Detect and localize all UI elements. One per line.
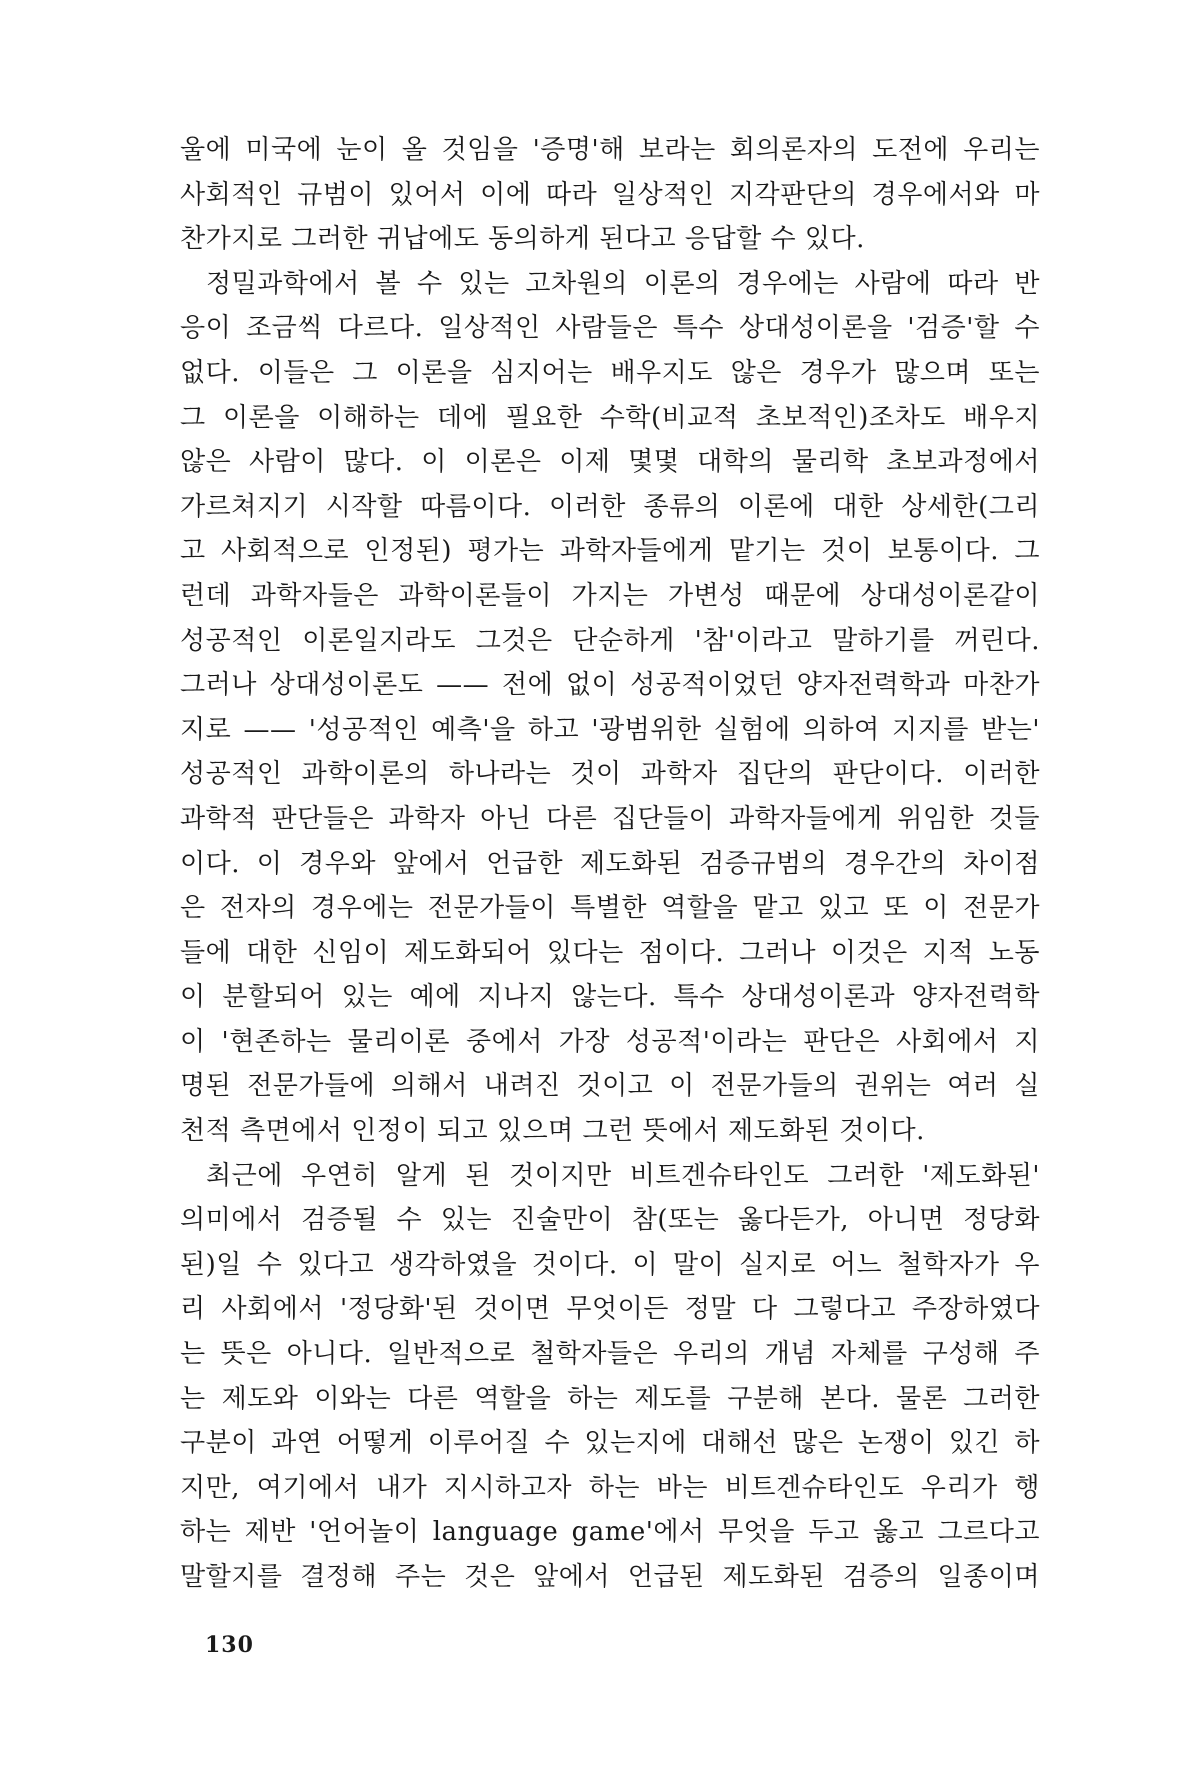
text-line: 찬가지로 그러한 귀납에도 동의하게 된다고 응답할 수 있다. — [180, 224, 865, 255]
text-line: 고 사회적으로 인정된) 평가는 과학자들에게 맡기는 것이 보통이다. 그 — [180, 536, 1040, 567]
text-line: 최근에 우연히 알게 된 것이지만 비트겐슈타인도 그러한 '제도화된' — [206, 1160, 1040, 1191]
text-line: 이다. 이 경우와 앞에서 언급한 제도화된 검증규범의 경우간의 차이점 — [180, 848, 1040, 879]
text-line: 은 전자의 경우에는 전문가들이 특별한 역할을 맡고 있고 또 이 전문가 — [180, 893, 1040, 924]
text-line: 지로 —— '성공적인 예측'을 하고 '광범위한 실험에 의하여 지지를 받는' — [180, 714, 1040, 745]
text-line: 의미에서 검증될 수 있는 진술만이 참(또는 옳다든가, 아니면 정당화 — [180, 1205, 1040, 1236]
text-line: 는 제도와 이와는 다른 역할을 하는 제도를 구분해 본다. 물론 그러한 — [180, 1383, 1040, 1414]
text-line: 정밀과학에서 볼 수 있는 고차원의 이론의 경우에는 사람에 따라 반 — [206, 268, 1040, 299]
text-line: 성공적인 이론일지라도 그것은 단순하게 '참'이라고 말하기를 꺼린다. — [180, 625, 1040, 656]
text-line: 울에 미국에 눈이 올 것임을 '증명'해 보라는 회의론자의 도전에 우리는 — [180, 135, 1040, 165]
text-line: 과학적 판단들은 과학자 아닌 다른 집단들이 과학자들에게 위임한 것들 — [180, 803, 1040, 834]
text-line: 않은 사람이 많다. 이 이론은 이제 몇몇 대학의 물리학 초보과정에서 — [180, 447, 1040, 478]
text-line: 천적 측면에서 인정이 되고 있으며 그런 뜻에서 제도화된 것이다. — [180, 1116, 925, 1147]
body-text — [180, 128, 1040, 1600]
text-line: 는 뜻은 아니다. 일반적으로 철학자들은 우리의 개념 자체를 구성해 주 — [180, 1339, 1040, 1370]
text-line: 없다. 이들은 그 이론을 심지어는 배우지도 않은 경우가 많으며 또는 — [180, 357, 1040, 388]
text-line: 지만, 여기에서 내가 지시하고자 하는 바는 비트겐슈타인도 우리가 행 — [180, 1472, 1040, 1503]
text-line: 된)일 수 있다고 생각하였을 것이다. 이 말이 실지로 어느 철학자가 우 — [180, 1249, 1040, 1280]
text-line: 사회적인 규범이 있어서 이에 따라 일상적인 지각판단의 경우에서와 마 — [180, 179, 1040, 210]
text-line: 이 분할되어 있는 예에 지나지 않는다. 특수 상대성이론과 양자전력학 — [180, 982, 1040, 1013]
text-line: 그러나 상대성이론도 —— 전에 없이 성공적이었던 양자전력학과 마찬가 — [180, 670, 1040, 701]
text-line: 성공적인 과학이론의 하나라는 것이 과학자 집단의 판단이다. 이러한 — [180, 759, 1040, 790]
text-line: 구분이 과연 어떻게 이루어질 수 있는지에 대해선 많은 논쟁이 있긴 하 — [180, 1428, 1040, 1459]
text-line: 런데 과학자들은 과학이론들이 가지는 가변성 때문에 상대성이론같이 — [180, 580, 1040, 611]
page-number: 130 — [205, 1632, 254, 1658]
text-line: 명된 전문가들에 의해서 내려진 것이고 이 전문가들의 권위는 여러 실 — [180, 1071, 1040, 1102]
text-line: 이 '현존하는 물리이론 중에서 가장 성공적'이라는 판단은 사회에서 지 — [180, 1026, 1040, 1057]
text-line: 들에 대한 신임이 제도화되어 있다는 점이다. 그러나 이것은 지적 노동 — [180, 937, 1040, 968]
text-line: 말할지를 결정해 주는 것은 앞에서 언급된 제도화된 검증의 일종이며 — [180, 1562, 1040, 1592]
text-line: 리 사회에서 '정당화'된 것이면 무엇이든 정말 다 그렇다고 주장하였다 — [180, 1294, 1040, 1325]
text-line: 가르쳐지기 시작할 따름이다. 이러한 종류의 이론에 대한 상세한(그리 — [180, 491, 1040, 522]
text-line: 응이 조금씩 다르다. 일상적인 사람들은 특수 상대성이론을 '검증'할 수 — [180, 313, 1040, 344]
text-line: 하는 제반 '언어놀이 language game'에서 무엇을 두고 옳고 그르다고 — [180, 1517, 1040, 1548]
text-line: 그 이론을 이해하는 데에 필요한 수학(비교적 초보적인)조차도 배우지 — [180, 402, 1040, 433]
